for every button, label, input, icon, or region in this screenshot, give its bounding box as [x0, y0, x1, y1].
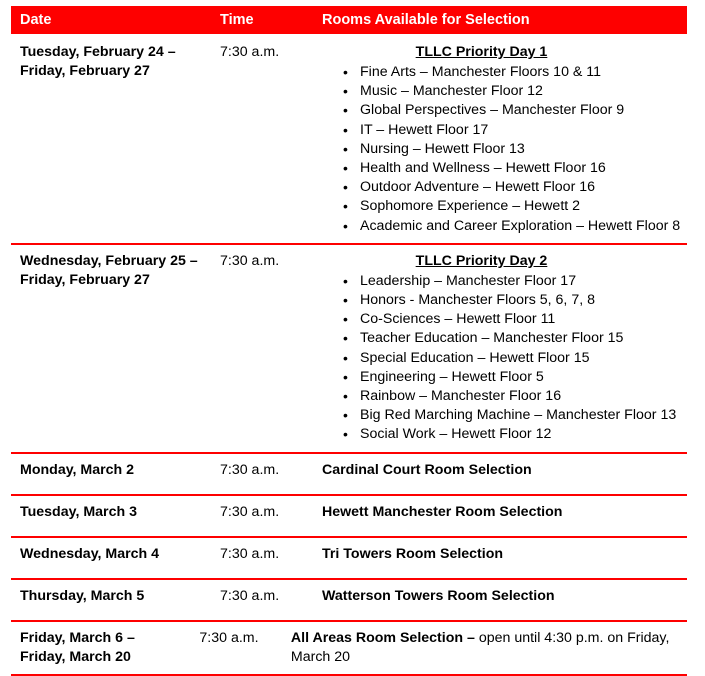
block-title: TLLC Priority Day 2: [415, 252, 548, 269]
list-item-label: Fine Arts – Manchester Floors 10 & 11: [360, 64, 602, 80]
list-item-label: IT – Hewett Floor 17: [360, 121, 489, 138]
bullet-icon: •: [343, 160, 348, 177]
list-item: [343, 387, 687, 406]
row-date: [11, 461, 220, 487]
column-header-time: Time: [220, 12, 254, 28]
row-rooms: [291, 629, 687, 667]
selection-label-bold: Hewett Manchester Room Selection: [322, 503, 563, 520]
column-header-date: Date: [20, 12, 52, 28]
bullet-icon: •: [343, 121, 348, 138]
bullet-icon: •: [343, 217, 348, 234]
row-date-line1: Tuesday, February 24 –: [20, 44, 176, 60]
row-date-line1: Wednesday, February 25 –: [20, 252, 198, 269]
row-date: [11, 252, 220, 445]
row-date: [11, 545, 220, 571]
list-item-label: Big Red Marching Machine – Manchester Floor 13: [360, 407, 677, 424]
table-row: [11, 34, 687, 243]
selection-label: [322, 461, 687, 480]
row-rooms: [322, 43, 687, 236]
list-item-label: Engineering – Hewett Floor 5: [360, 368, 544, 385]
list-item: [343, 310, 687, 329]
list-item: [343, 121, 687, 140]
list-item: [343, 406, 687, 425]
bullet-icon: •: [343, 179, 348, 196]
row-rooms: [322, 587, 687, 613]
row-date-line1: Thursday, March 5: [20, 587, 145, 604]
bullet-icon: •: [343, 64, 348, 80]
list-item-label: Academic and Career Exploration – Hewett Floor 8: [360, 217, 681, 234]
bullet-icon: •: [343, 102, 348, 119]
table-row: [11, 243, 687, 452]
row-time: 7:30 a.m.: [220, 252, 280, 269]
row-date-line1: Friday, March 6 –: [20, 629, 135, 646]
list-item: [343, 101, 687, 120]
list-item-label: Special Education – Hewett Floor 15: [360, 349, 590, 366]
list-item-label: Teacher Education – Manchester Floor 15: [360, 330, 624, 347]
table-row: [11, 494, 687, 536]
list-item-label: Social Work – Hewett Floor 12: [360, 426, 552, 443]
row-rooms: [322, 503, 687, 529]
bullet-icon: •: [343, 388, 348, 405]
selection-label: [322, 587, 687, 606]
bullet-icon: •: [343, 426, 348, 443]
bullet-icon: •: [343, 198, 348, 215]
list-item-label: Sophomore Experience – Hewett 2: [360, 198, 581, 215]
row-date: [11, 43, 220, 236]
row-date-line2: Friday, March 20: [20, 648, 131, 665]
selection-label-bold: Cardinal Court Room Selection: [322, 461, 532, 478]
schedule-table: [11, 6, 687, 676]
column-header-rooms: Rooms Available for Selection: [322, 12, 530, 28]
list-item: [343, 217, 687, 236]
selection-label-bold: Watterson Towers Room Selection: [322, 587, 555, 604]
list-item: [343, 197, 687, 216]
bullet-icon: •: [343, 407, 348, 424]
list-item: [343, 291, 687, 310]
table-row: [11, 452, 687, 494]
selection-label-tail: open until 4:30 p.m. on Friday, March 20: [290, 629, 670, 665]
row-date-line2: Friday, February 27: [20, 63, 150, 79]
bullet-icon: •: [343, 83, 348, 100]
row-rooms: [322, 461, 687, 487]
row-time: 7:30 a.m.: [220, 461, 280, 478]
bullet-icon: •: [343, 311, 348, 328]
row-time: 7:30 a.m.: [199, 629, 259, 646]
list-item-label: Leadership – Manchester Floor 17: [360, 272, 577, 289]
bullet-icon: •: [343, 272, 348, 289]
list-item: [343, 159, 687, 178]
list-item-label: Health and Wellness – Hewett Floor 16: [360, 160, 606, 177]
block-title: TLLC Priority Day 1: [415, 44, 548, 60]
table-header-row: [11, 6, 687, 34]
row-date-line1: Wednesday, March 4: [20, 545, 160, 562]
row-rooms: [322, 545, 687, 571]
selection-label: [322, 503, 687, 522]
row-date-line2: Friday, February 27: [20, 271, 150, 288]
list-item: [343, 329, 687, 348]
row-time: 7:30 a.m.: [220, 545, 280, 562]
selection-label: [291, 629, 687, 667]
list-item-label: Honors - Manchester Floors 5, 6, 7, 8: [360, 292, 595, 309]
list-item: [343, 349, 687, 368]
list-item: [343, 63, 687, 82]
table-row: [11, 536, 687, 578]
selection-label-bold: All Areas Room Selection –: [290, 629, 479, 646]
list-item-label: Nursing – Hewett Floor 13: [360, 140, 525, 157]
selection-label-bold: Tri Towers Room Selection: [322, 545, 504, 562]
bullet-icon: •: [343, 349, 348, 366]
room-list: [322, 63, 687, 236]
row-rooms: [322, 252, 687, 445]
selection-label: [322, 545, 687, 564]
list-item: [343, 368, 687, 387]
list-item-label: Outdoor Adventure – Hewett Floor 16: [360, 179, 596, 196]
table-row: [11, 620, 687, 676]
bullet-icon: •: [343, 368, 348, 385]
list-item: [343, 272, 687, 291]
row-date-line1: Monday, March 2: [20, 461, 135, 478]
list-item: [343, 425, 687, 444]
row-time: 7:30 a.m.: [220, 587, 280, 604]
bullet-icon: •: [343, 330, 348, 347]
bullet-icon: •: [343, 292, 348, 309]
row-date: [11, 629, 199, 667]
row-time: 7:30 a.m.: [220, 44, 280, 60]
row-date-line1: Tuesday, March 3: [20, 503, 137, 520]
list-item-label: Global Perspectives – Manchester Floor 9: [360, 102, 625, 119]
row-time: 7:30 a.m.: [220, 503, 280, 520]
room-list: [322, 272, 687, 445]
row-date: [11, 587, 220, 613]
bullet-icon: •: [343, 140, 348, 157]
list-item-label: Co-Sciences – Hewett Floor 11: [360, 311, 556, 328]
row-date: [11, 503, 220, 529]
list-item-label: Rainbow – Manchester Floor 16: [360, 388, 562, 405]
list-item: [343, 178, 687, 197]
table-row: [11, 578, 687, 620]
list-item: [343, 82, 687, 101]
list-item: [343, 140, 687, 159]
list-item-label: Music – Manchester Floor 12: [360, 83, 543, 100]
